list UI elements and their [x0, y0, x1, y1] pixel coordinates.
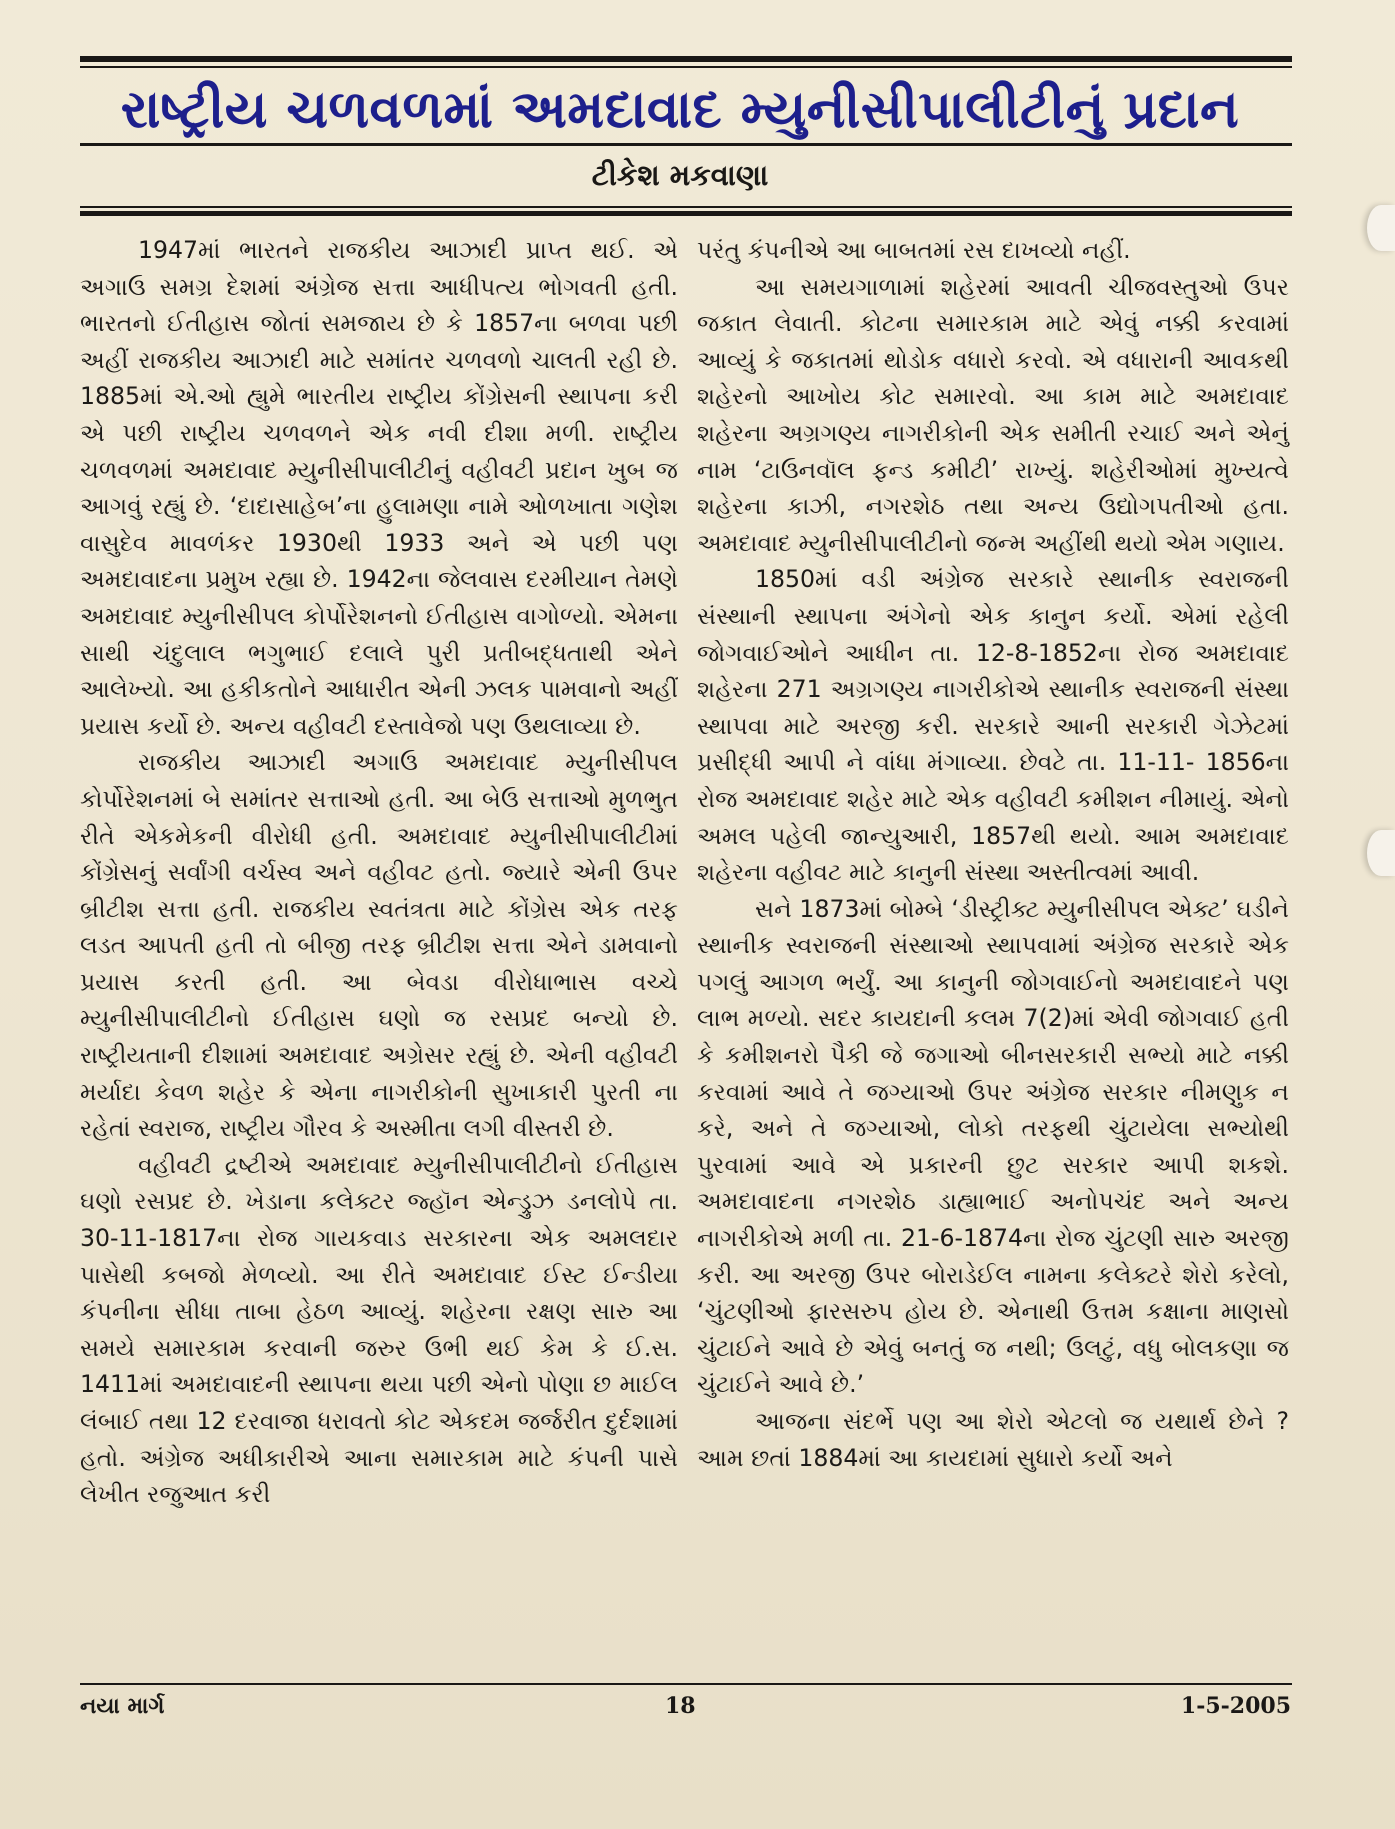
- article-title: રાષ્ટ્રીય ચળવળમાં અમદાવાદ મ્યુનીસીપાલીટીનું પ્રદાન: [120, 80, 1240, 140]
- left-column: [80, 232, 678, 1513]
- binding-hole: [1367, 830, 1395, 876]
- top-rule-thin: [80, 66, 1292, 68]
- magazine-name: નયા માર્ગ: [80, 1693, 165, 1719]
- paragraph-continued: પરંતુ કંપનીએ આ બાબતમાં રસ દાખવ્યો નહીં.: [697, 236, 1131, 264]
- author-rule-thin: [80, 206, 1292, 208]
- author-rule-thick: [80, 211, 1292, 216]
- paragraph: આજના સંદર્ભે પણ આ શેરો એટલો જ યથાર્થ છેને ? આમ છતાં 1884માં આ કાયદામાં સુધારો કર્યો અને: [697, 1407, 1289, 1472]
- page-number: 18: [665, 1693, 696, 1719]
- paragraph: 1850માં વડી અંગ્રેજ સરકારે સ્થાનીક સ્વરાજની સંસ્થાની સ્થાપના અંગેનો એક કાનુન કર્યો. એમાં રહેલી જોગવાઈઓને આધીન તા. 12-8-1852ના રોજ અમદાવાદ શહેરના 271 અગ્રગણ્ય નાગરીકોએ સ્થાનીક સ્વરાજની સંસ્થા સ્થાપવા માટે અરજી કરી. સરકારે આની સરકારી ગેઝેટમાં પ્રસીદ્ધી આપી ને વાંધા મંગાવ્યા. છેવટે તા. 11-11- 1856ના રોજ અમદાવાદ શહેર માટે એક વહીવટી કમીશન નીમાયું. એનો અમલ પહેલી જાન્યુઆરી, 1857થી થયો. આમ અમદાવાદ શહેરના વહીવટ માટે કાનુની સંસ્થા અસ્તીત્વમાં આવી.: [697, 565, 1289, 887]
- paragraph: વહીવટી દ્રષ્ટીએ અમદાવાદ મ્યુનીસીપાલીટીનો ઈતીહાસ ઘણો રસપ્રદ છે. ખેડાના કલેક્ટર જ્હૉન એન્ડ્રુઝ ડનલોપે તા. 30-11-1817ના રોજ ગાયકવાડ સરકારના એક અમલદાર પાસેથી કબજો મેળવ્યો. આ રીતે અમદાવાદ ઈસ્ટ ઈન્ડીયા કંપનીના સીધા તાબા હેઠળ આવ્યું. શહેરના રક્ષણ સારુ આ સમયે સમારકામ કરવાની જરુર ઉભી થઈ કેમ કે ઈ.સ. 1411માં અમદાવાદની સ્થાપના થયા પછી એનો પોણા છ માઈલ લંબાઈ તથા 12 દરવાજા ધરાવતો કોટ એકદમ જર્જરીત દુર્દશામાં હતો. અંગ્રેજ અધીકારીએ આના સમારકામ માટે કંપની પાસે લેખીત રજુઆત કરી: [80, 1150, 678, 1509]
- article-author: ટીકેશ મકવાણા: [591, 158, 769, 192]
- paragraph: સને 1873માં બોમ્બે ‘ડીસ્ટ્રીક્ટ મ્યુનીસીપલ એક્ટ’ ઘડીને સ્થાનીક સ્વરાજની સંસ્થાઓ સ્થાપવામાં અંગ્રેજ સરકારે એક પગલું આગળ ભર્યું. આ કાનુની જોગવાઈનો અમદાવાદને પણ લાભ મળ્યો. સદર કાયદાની કલમ 7(2)માં એવી જોગવાઈ હતી કે કમીશનરો પૈકી જે જગાઓ બીનસરકારી સભ્યો માટે નક્કી કરવામાં આવે તે જગ્યાઓ ઉપર અંગ્રેજ સરકાર નીમણુક ન કરે, અને તે જગ્યાઓ, લોકો તરફથી ચુંટાયેલા સભ્યોથી પુરવામાં આવે એ પ્રકારની છુટ સરકાર આપી શકશે. અમદાવાદના નગરશેઠ ડાહ્યાભાઈ અનોપચંદ અને અન્ય નાગરીકોએ મળી તા. 21-6-1874ના રોજ ચુંટણી સારુ અરજી કરી. આ અરજી ઉપર બોરાડેઈલ નામના કલેક્ટરે શેરો કરેલો, ‘ચુંટણીઓ ફારસરુપ હોય છે. એનાથી ઉત્તમ કક્ષાના માણસો ચુંટાઈને આવે છે એવું બનતું જ નથી; ઉલટું, વધુ બોલકણા જ ચુંટાઈને આવે છે.’: [697, 894, 1289, 1399]
- top-rule-thick: [80, 56, 1292, 62]
- right-column: [697, 232, 1289, 1476]
- binding-hole: [1367, 205, 1395, 251]
- footer-rule: [80, 1683, 1292, 1685]
- title-rule: [80, 143, 1292, 146]
- paragraph: 1947માં ભારતને રાજકીય આઝાદી પ્રાપ્ત થઈ. એ અગાઉ સમગ્ર દેશમાં અંગ્રેજ સત્તા આધીપત્ય ભોગવતી હતી. ભારતનો ઈતીહાસ જોતાં સમજાય છે કે 1857ના બળવા પછી અહીં રાજકીય આઝાદી માટે સમાંતર ચળવળો ચાલતી રહી છે. 1885માં એ.ઓ હ્યુમે ભારતીય રાષ્ટ્રીય કોંગ્રેસની સ્થાપના કરી એ પછી રાષ્ટ્રીય ચળવળને એક નવી દીશા મળી. રાષ્ટ્રીય ચળવળમાં અમદાવાદ મ્યુનીસીપાલીટીનું વહીવટી પ્રદાન ખુબ જ આગવું રહ્યું છે. ‘દાદાસાહેબ’ના હુલામણા નામે ઓળખાતા ગણેશ વાસુદેવ માવળંકર 1930થી 1933 અને એ પછી પણ અમદાવાદના પ્રમુખ રહ્યા છે. 1942ના જેલવાસ દરમીયાન તેમણે અમદાવાદ મ્યુનીસીપલ કોર્પોરેશનનો ઈતીહાસ વાગોળ્યો. એમના સાથી ચંદુલાલ ભગુભાઈ દલાલે પુરી પ્રતીબદ્ધતાથી એને આલેખ્યો. આ હકીકતોને આધારીત એની ઝલક પામવાનો અહીં પ્રયાસ કર્યો છે. અન્ય વહીવટી દસ્તાવેજો પણ ઉથલાવ્યા છે.: [80, 236, 678, 740]
- paragraph: રાજકીય આઝાદી અગાઉ અમદાવાદ મ્યુનીસીપલ કોર્પોરેશનમાં બે સમાંતર સત્તાઓ હતી. આ બેઉ સત્તાઓ મુળભુત રીતે એકમેકની વીરોધી હતી. અમદાવાદ મ્યુનીસીપાલીટીમાં કોંગ્રેસનું સર્વાંગી વર્ચસ્વ અને વહીવટ હતો. જ્યારે એની ઉપર બ્રીટીશ સત્તા હતી. રાજકીય સ્વતંત્રતા માટે કોંગ્રેસ એક તરફ લડત આપતી હતી તો બીજી તરફ બ્રીટીશ સત્તા એને ડામવાનો પ્રયાસ કરતી હતી. આ બેવડા વીરોધાભાસ વચ્ચે મ્યુનીસીપાલીટીનો ઈતીહાસ ઘણો જ રસપ્રદ બન્યો છે. રાષ્ટ્રીયતાની દીશામાં અમદાવાદ અગ્રેસર રહ્યું છે. એની વહીવટી મર્યાદા કેવળ શહેર કે એના નાગરીકોની સુખાકારી પુરતી ના રહેતાં સ્વરાજ, રાષ્ટ્રીય ગૌરવ કે અસ્મીતા લગી વીસ્તરી છે.: [80, 748, 678, 1143]
- paragraph: આ સમયગાળામાં શહેરમાં આવતી ચીજવસ્તુઓ ઉપર જકાત લેવાતી. કોટના સમારકામ માટે એવું નક્કી કરવામાં આવ્યું કે જકાતમાં થોડોક વધારો કરવો. એ વધારાની આવકથી શહેરનો આખોય કોટ સમારવો. આ કામ માટે અમદાવાદ શહેરના અગ્રગણ્ય નાગરીકોની એક સમીતી રચાઈ અને એનું નામ ‘ટાઉનવૉલ ફન્ડ કમીટી’ રાખ્યું. શહેરીઓમાં મુખ્યત્વે શહેરના કાઝી, નગરશેઠ તથા અન્ય ઉદ્યોગપતીઓ હતા. અમદાવાદ મ્યુનીસીપાલીટીનો જન્મ અહીંથી થયો એમ ગણાય.: [697, 272, 1289, 557]
- issue-date: 1-5-2005: [1180, 1693, 1291, 1719]
